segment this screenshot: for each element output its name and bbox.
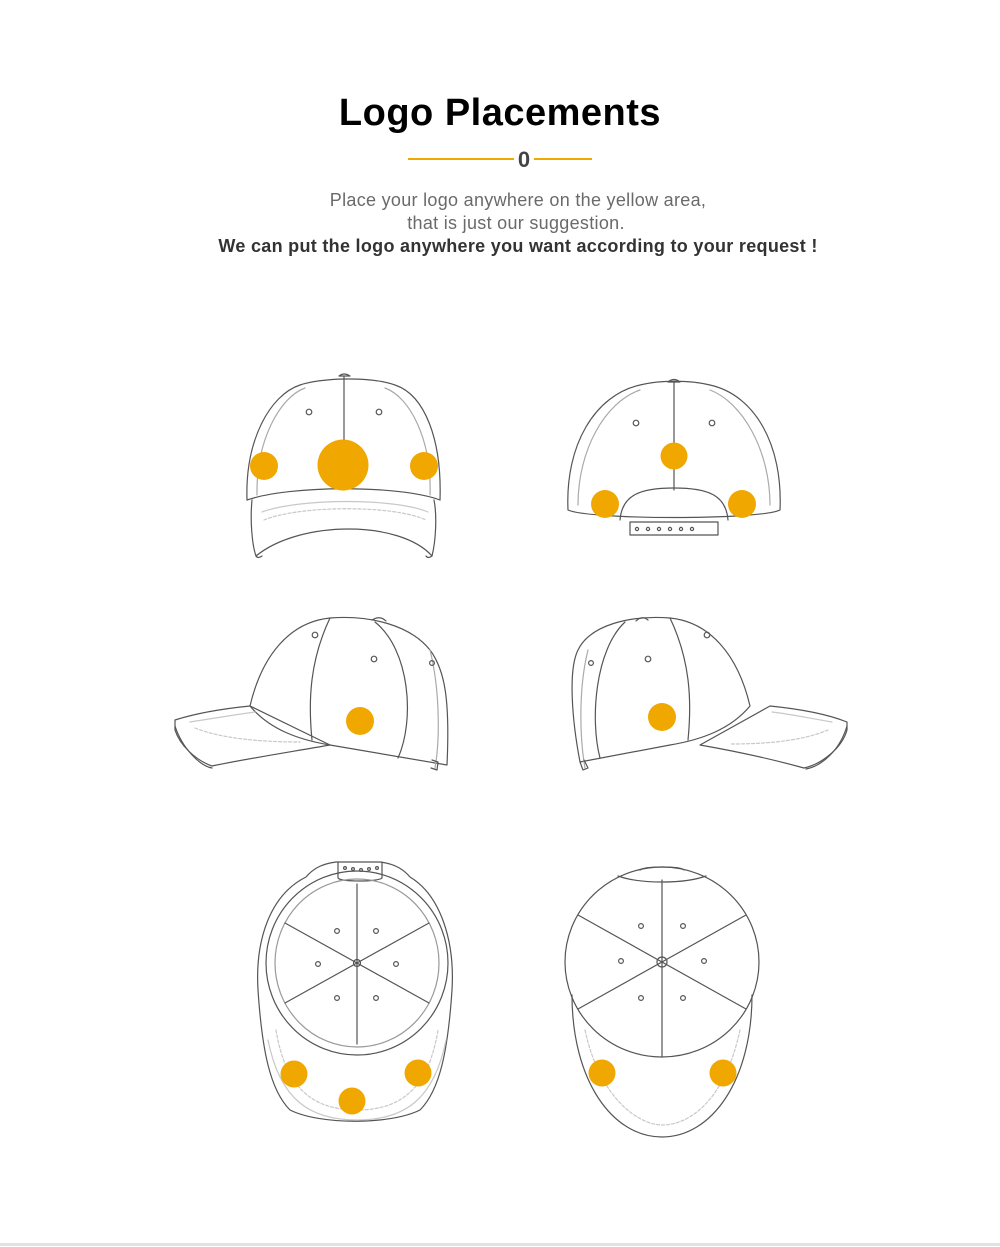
instruction-line-1: Place your logo anywhere on the yellow area, <box>329 190 707 210</box>
logo-area-back-top <box>661 443 688 470</box>
logo-area-underside-right <box>405 1060 432 1087</box>
logo-area-back-right <box>728 490 756 518</box>
instruction-line-3: We can put the logo anywhere you want according to your request ! <box>218 236 818 256</box>
page-title: Logo Placements <box>338 92 662 134</box>
divider-mark: 0 <box>517 147 531 172</box>
logo-area-front-left <box>250 452 278 480</box>
left-side-view-cap <box>175 617 448 770</box>
logo-area-right-side <box>648 703 676 731</box>
bottom-rule <box>0 1243 1000 1246</box>
logo-area-front-right <box>410 452 438 480</box>
logo-area-underside-left <box>281 1061 308 1088</box>
logo-area-top-left <box>589 1060 616 1087</box>
instruction-line-2: that is just our suggestion. <box>407 213 625 233</box>
logo-area-front-center <box>318 440 369 491</box>
logo-area-top-right <box>710 1060 737 1087</box>
right-side-view-cap <box>572 617 847 770</box>
logo-area-underside-center <box>339 1088 366 1115</box>
top-view-cap <box>565 867 759 1137</box>
logo-area-left-side <box>346 707 374 735</box>
logo-area-back-left <box>591 490 619 518</box>
